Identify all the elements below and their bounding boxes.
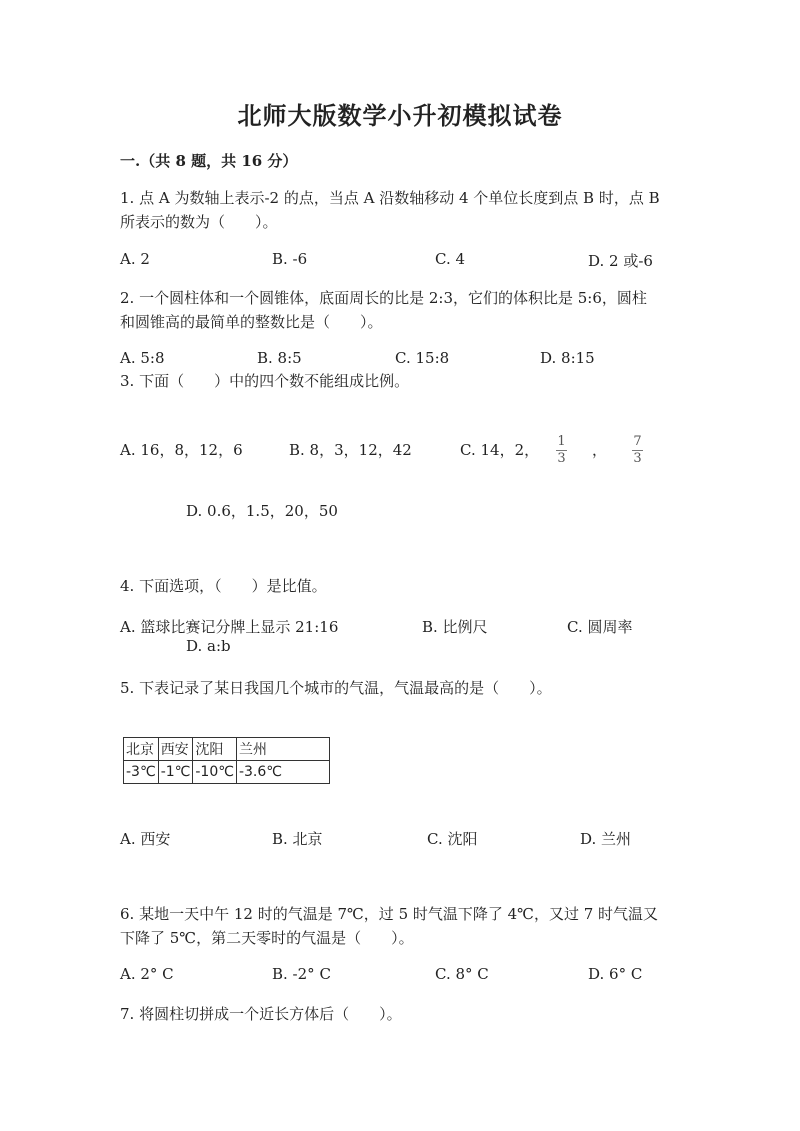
q4-option-a: A. 篮球比赛记分牌上显示 21:16 xyxy=(120,618,339,636)
table-cell-temp: -1℃ xyxy=(158,761,193,784)
table-cell-city: 沈阳 xyxy=(193,738,237,761)
fraction-separator: ， xyxy=(592,441,608,459)
table-cell-temp: -3℃ xyxy=(124,761,159,784)
question-4-text: 4. 下面选项，（ ）是比值。 xyxy=(120,577,327,595)
question-2-line-1: 2. 一个圆柱体和一个圆锥体，底面周长的比是 2:3，它们的体积比是 5:6，圆柱 xyxy=(120,289,647,307)
page-title: 北师大版数学小升初模拟试卷 xyxy=(237,101,563,130)
q1-option-a: A. 2 xyxy=(120,250,150,268)
fraction-numerator: 1 xyxy=(557,434,566,449)
table-row-cities xyxy=(124,738,330,761)
question-7-text: 7. 将圆柱切拼成一个近长方体后（ ）。 xyxy=(120,1005,402,1023)
q3-option-c: C. 14，2， xyxy=(460,441,540,459)
q6-option-b: B. -2° C xyxy=(272,965,331,983)
q3-option-a: A. 16，8，12，6 xyxy=(120,441,243,459)
q2-option-d: D. 8:15 xyxy=(540,349,595,367)
q4-option-c: C. 圆周率 xyxy=(567,618,633,636)
table-cell-temp: -10℃ xyxy=(193,761,237,784)
q6-option-d: D. 6° C xyxy=(588,965,643,983)
question-6-line-2: 下降了 5℃，第二天零时的气温是（ ）。 xyxy=(120,929,414,947)
question-1-line-1: 1. 点 A 为数轴上表示-2 的点，当点 A 沿数轴移动 4 个单位长度到点 B 时，点 B xyxy=(120,189,660,207)
section-heading: 一.（共 8 题，共 16 分） xyxy=(120,152,298,170)
fraction-denominator: 3 xyxy=(633,451,642,466)
q1-option-d: D. 2 或-6 xyxy=(588,252,653,270)
question-2-line-2: 和圆锥高的最简单的整数比是（ ）。 xyxy=(120,313,383,331)
fraction-seven-thirds xyxy=(632,435,643,466)
q4-option-b: B. 比例尺 xyxy=(422,618,488,636)
fraction-one-third xyxy=(556,435,567,466)
q5-option-d: D. 兰州 xyxy=(580,830,632,848)
table-cell-city: 北京 xyxy=(124,738,159,761)
q1-option-b: B. -6 xyxy=(272,250,308,268)
q3-option-d: D. 0.6，1.5，20，50 xyxy=(186,502,338,520)
question-1-line-2: 所表示的数为（ ）。 xyxy=(120,213,278,231)
temperature-table xyxy=(123,737,330,784)
question-5-text: 5. 下表记录了某日我国几个城市的气温，气温最高的是（ ）。 xyxy=(120,679,552,697)
table-row-temperatures xyxy=(124,761,330,784)
q5-option-c: C. 沈阳 xyxy=(427,830,478,848)
q2-option-a: A. 5:8 xyxy=(120,349,165,367)
table-cell-city: 兰州 xyxy=(236,738,329,761)
question-6-line-1: 6. 某地一天中午 12 时的气温是 7℃，过 5 时气温下降了 4℃，又过 7 时气温又 xyxy=(120,905,659,923)
fraction-numerator: 7 xyxy=(633,434,642,449)
q5-option-b: B. 北京 xyxy=(272,830,323,848)
q5-option-a: A. 西安 xyxy=(120,830,171,848)
q4-option-d: D. a:b xyxy=(186,637,231,655)
table-cell-temp: -3.6℃ xyxy=(236,761,329,784)
table-cell-city: 西安 xyxy=(158,738,193,761)
q6-option-c: C. 8° C xyxy=(435,965,489,983)
q1-option-c: C. 4 xyxy=(435,250,466,268)
q2-option-c: C. 15:8 xyxy=(395,349,450,367)
q2-option-b: B. 8:5 xyxy=(257,349,302,367)
q6-option-a: A. 2° C xyxy=(120,965,174,983)
fraction-denominator: 3 xyxy=(557,451,566,466)
question-3-text: 3. 下面（ ）中的四个数不能组成比例。 xyxy=(120,372,410,390)
q3-option-b: B. 8，3，12，42 xyxy=(289,441,412,459)
